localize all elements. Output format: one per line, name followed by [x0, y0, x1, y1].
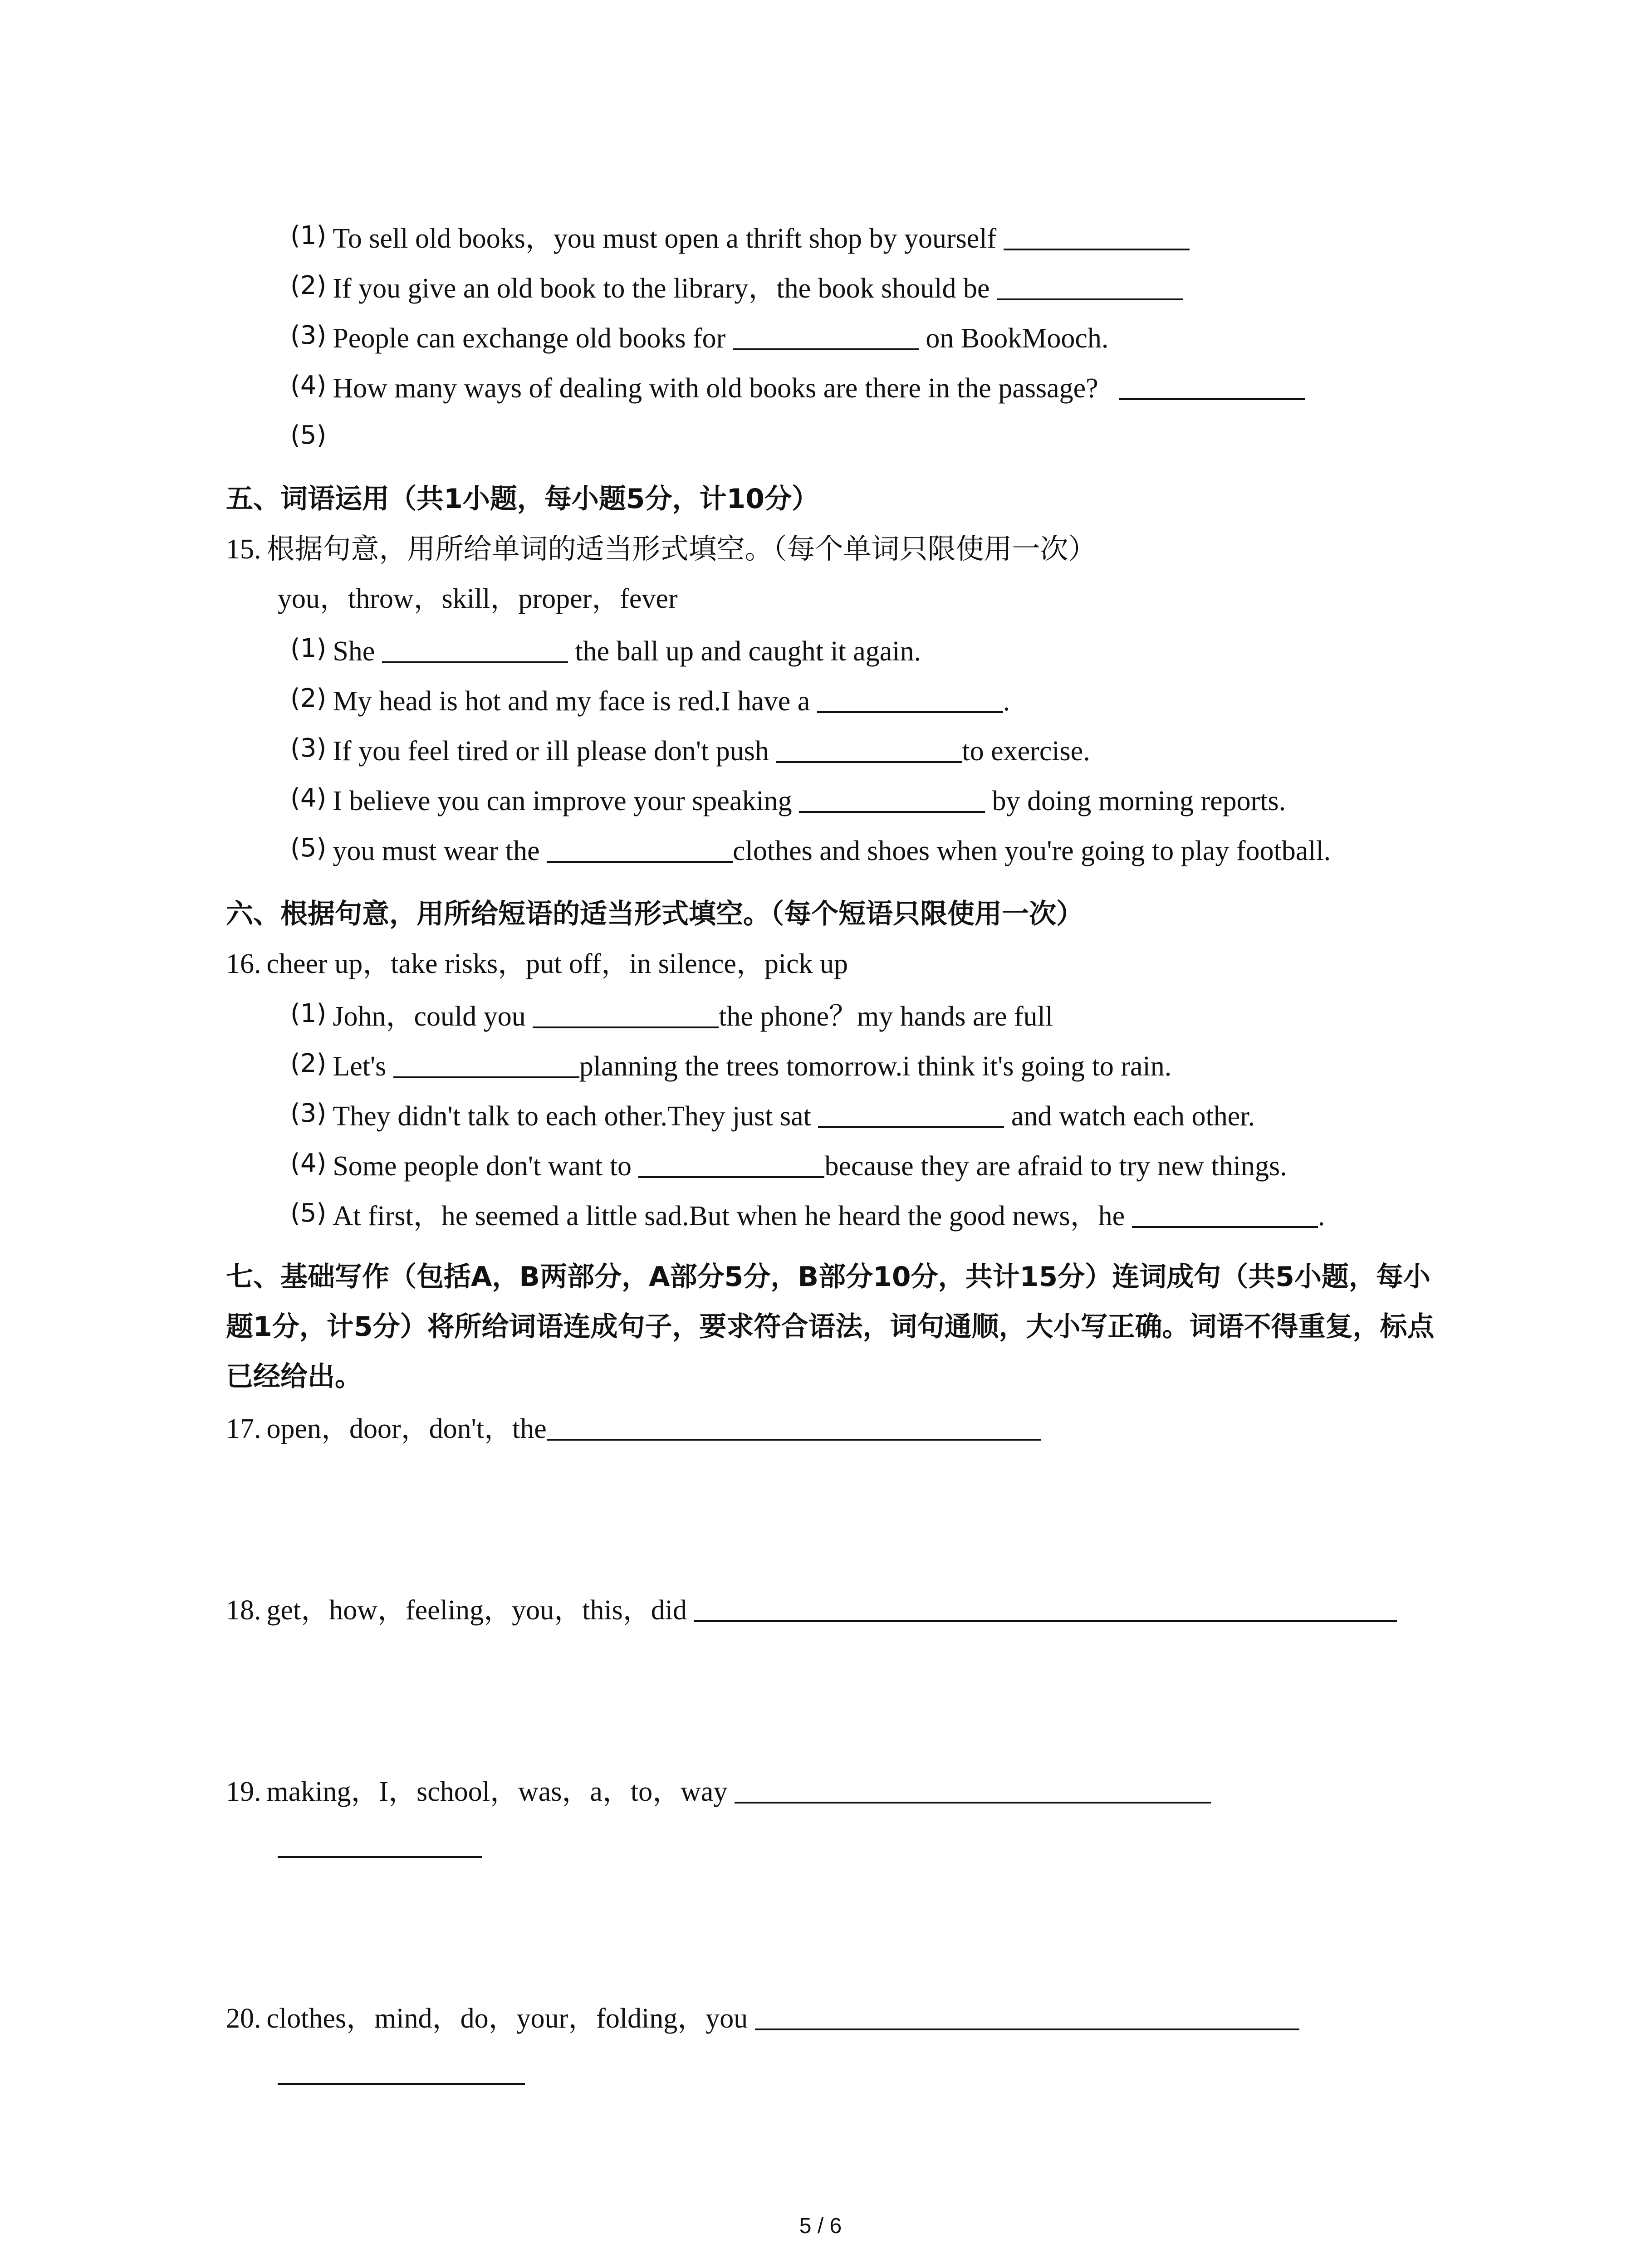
q15-item-5	[290, 830, 1331, 869]
answer-blank[interactable]	[799, 785, 985, 813]
q16-item-4	[290, 1145, 1287, 1184]
item-text-after: planning the trees tomorrow.i think it's going to rain.	[579, 1051, 1172, 1082]
question-words: clothes，mind，do，your，folding，you	[266, 2003, 748, 2034]
question-number: 18.	[226, 1595, 261, 1626]
q15-item-2	[290, 680, 1010, 719]
answer-line-continued[interactable]	[278, 2057, 525, 2085]
s4-item-1	[290, 218, 1190, 257]
item-text: I believe you can improve your speaking	[333, 786, 792, 816]
item-number: (3)	[290, 1099, 327, 1128]
q20	[226, 2000, 1299, 2037]
item-text: My head is hot and my face is red.I have a	[333, 686, 810, 717]
item-number: (3)	[290, 733, 327, 763]
answer-blank[interactable]	[1119, 372, 1305, 400]
q15-item-3	[290, 730, 1090, 769]
item-number: (5)	[290, 420, 327, 450]
item-text-after: clothes and shoes when you're going to play football.	[733, 836, 1331, 866]
item-text: John，could you	[333, 1001, 526, 1032]
answer-blank[interactable]	[382, 635, 568, 663]
item-number: (4)	[290, 1149, 327, 1178]
q16-item-5	[290, 1195, 1325, 1234]
item-text: If you give an old book to the library，the book should be	[333, 273, 990, 304]
item-text: People can exchange old books for	[333, 323, 726, 354]
answer-blank[interactable]	[997, 272, 1183, 300]
answer-blank[interactable]	[733, 322, 919, 350]
question-number: 16.	[226, 948, 261, 979]
item-text: If you feel tired or ill please don't push	[333, 736, 769, 767]
item-number: (1)	[290, 999, 327, 1028]
answer-line[interactable]	[755, 2002, 1299, 2030]
answer-blank[interactable]	[1004, 222, 1190, 250]
item-number: (1)	[290, 221, 327, 250]
answer-blank[interactable]	[393, 1050, 579, 1078]
s4-item-2	[290, 268, 1183, 307]
question-number: 19.	[226, 1776, 261, 1807]
question-words: get，how，feeling，you，this，did	[266, 1595, 687, 1626]
s4-item-5	[290, 417, 333, 456]
phrase-bank-text: cheer up，take risks，put off，in silence，pick up	[266, 948, 848, 979]
item-number: (5)	[290, 833, 327, 863]
q15-item-1	[290, 631, 921, 670]
answer-blank[interactable]	[776, 735, 962, 763]
item-number: (4)	[290, 371, 327, 400]
item-text-after: .	[1003, 686, 1010, 717]
page-number: 5 / 6	[799, 2214, 842, 2238]
question-number: 20.	[226, 2003, 261, 2034]
item-number: (2)	[290, 1049, 327, 1078]
item-text: How many ways of dealing with old books are there in the passage?	[333, 373, 1098, 404]
answer-blank[interactable]	[638, 1150, 824, 1178]
section6-heading: 六、根据句意，用所给短语的适当形式填空。（每个短语只限使用一次）	[226, 898, 1083, 930]
answer-line[interactable]	[547, 1413, 1041, 1441]
item-text-after: and watch each other.	[1011, 1101, 1255, 1132]
item-number: (5)	[290, 1198, 327, 1228]
answer-blank[interactable]	[533, 1000, 719, 1028]
item-text: Some people don't want to	[333, 1151, 632, 1182]
q16-phrase-bank	[226, 946, 848, 982]
q17	[226, 1411, 1041, 1447]
item-number: (3)	[290, 321, 327, 350]
answer-blank[interactable]	[818, 1100, 1004, 1128]
answer-blank[interactable]	[1132, 1200, 1318, 1228]
q18	[226, 1592, 1397, 1628]
instruction-text: 根据句意，用所给单词的适当形式填空。（每个单词只限使用一次）	[266, 532, 1097, 565]
item-text: Let's	[333, 1051, 387, 1082]
item-text-after: the ball up and caught it again.	[575, 636, 921, 667]
item-text-after: by doing morning reports.	[992, 786, 1286, 816]
q19	[226, 1774, 1211, 1810]
q16-item-3	[290, 1095, 1255, 1134]
item-number: (2)	[290, 684, 327, 713]
section5-heading: 五、词语运用（共1小题，每小题5分，计10分）	[226, 483, 819, 515]
question-words: open，door，don't，the	[266, 1413, 547, 1444]
question-number: 15.	[226, 534, 261, 565]
item-text: you must wear the	[333, 836, 540, 866]
question-number: 17.	[226, 1413, 261, 1444]
q16-item-2	[290, 1046, 1171, 1085]
item-number: (4)	[290, 783, 327, 813]
answer-line-continued[interactable]	[278, 1830, 482, 1858]
item-text: To sell old books，you must open a thrift shop by yourself	[333, 223, 997, 254]
q15-item-4	[290, 780, 1286, 819]
item-text-after: to exercise.	[962, 736, 1090, 767]
s4-item-3	[290, 318, 1108, 357]
item-text-after: the phone？my hands are full	[719, 1001, 1053, 1032]
q15-word-bank: you，throw，skill，proper，fever	[278, 583, 678, 614]
answer-blank[interactable]	[547, 835, 733, 863]
item-text: At first，he seemed a little sad.But when he heard the good news，he	[333, 1201, 1125, 1232]
q19-continuation	[278, 1828, 482, 1864]
item-text-after: .	[1318, 1201, 1325, 1232]
item-text: They didn't talk to each other.They just sat	[333, 1101, 811, 1132]
item-number: (1)	[290, 634, 327, 663]
q16-item-1	[290, 996, 1053, 1035]
q15-instruction	[226, 531, 1097, 567]
answer-line[interactable]	[694, 1594, 1397, 1622]
section7-heading: 七、基础写作（包括A，B两部分，A部分5分，B部分10分，共计15分）连词成句（共5小题，每小题1分，计5分）将所给词语连成句子，要求符合语法，词句通顺，大小写正确。词语不得重复，标点已经给出。	[226, 1261, 1435, 1393]
question-words: making，I，school，was，a，to，way	[266, 1776, 728, 1807]
answer-blank[interactable]	[817, 685, 1003, 713]
item-number: (2)	[290, 271, 327, 300]
item-text-after: on BookMooch.	[926, 323, 1109, 354]
answer-line[interactable]	[735, 1775, 1211, 1804]
item-text-after: because they are afraid to try new things.	[824, 1151, 1287, 1182]
item-text: She	[333, 636, 375, 667]
s4-item-4	[290, 367, 1305, 406]
q20-continuation	[278, 2055, 525, 2091]
